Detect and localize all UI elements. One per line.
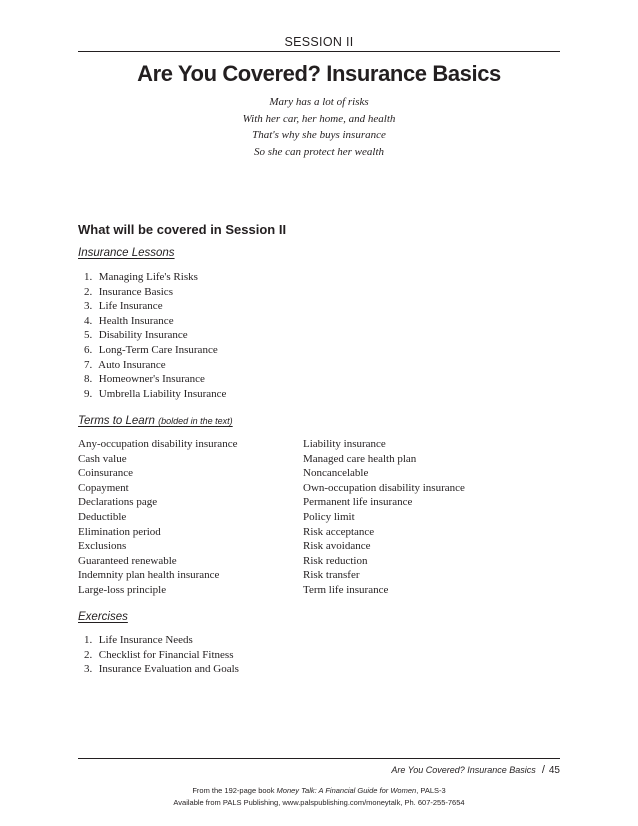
footer-rule — [78, 758, 560, 759]
term-item: Declarations page — [78, 496, 158, 509]
term-item: Risk acceptance — [303, 525, 375, 538]
term-item: Large-loss principle — [78, 583, 167, 596]
list-item-text: Life Insurance — [98, 300, 163, 313]
term-item: Risk avoidance — [303, 540, 371, 553]
poem-line: With her car, her home, and health — [242, 112, 396, 125]
list-item-text: Umbrella Liability Insurance — [98, 387, 227, 400]
section-heading: What will be covered in Session II — [78, 222, 287, 237]
credit-line-1 — [0, 785, 638, 797]
list-item-number: 9. — [84, 387, 93, 400]
list-item-number: 6. — [84, 343, 93, 356]
terms-heading-text — [78, 415, 233, 427]
poem — [0, 94, 638, 160]
term-item: Policy limit — [303, 510, 355, 523]
term-item: Exclusions — [78, 540, 127, 553]
term-item: Indemnity plan health insurance — [78, 569, 220, 582]
page-title: Are You Covered? Insurance Basics — [137, 61, 501, 86]
list-item — [84, 633, 239, 648]
poem-line: That's why she buys insurance — [252, 129, 386, 141]
term-item: Managed care health plan — [303, 452, 417, 465]
list-item-number: 2. — [84, 285, 93, 298]
terms-right-column — [303, 437, 465, 598]
term-item: Cash value — [78, 452, 127, 465]
list-item-number: 2. — [84, 648, 93, 661]
term-item: Liability insurance — [303, 438, 386, 450]
list-item-text: Insurance Evaluation and Goals — [98, 663, 239, 676]
exercises-list — [84, 633, 239, 677]
list-item — [84, 358, 226, 373]
list-item — [84, 314, 226, 329]
exercises-heading-text: Exercises — [78, 611, 128, 623]
exercises-heading — [78, 611, 128, 623]
list-item-text: Managing Life's Risks — [98, 271, 198, 283]
list-item-text: Checklist for Financial Fitness — [98, 648, 234, 661]
list-item-number: 1. — [84, 271, 93, 283]
list-item — [84, 299, 226, 314]
terms-left-column — [78, 437, 237, 598]
terms-heading-note: (bolded in the text) — [158, 416, 233, 426]
page-number: 45 — [548, 765, 560, 776]
term-item: Guaranteed renewable — [78, 554, 177, 567]
list-item-number: 7. — [84, 358, 93, 371]
terms-heading — [78, 415, 233, 427]
list-item-text: Homeowner's Insurance — [98, 373, 205, 386]
list-item — [84, 285, 226, 300]
list-item-number: 4. — [84, 314, 93, 327]
list-item-number: 8. — [84, 373, 93, 386]
header-rule — [78, 51, 560, 52]
footer-separator: / — [541, 764, 545, 776]
list-item — [84, 662, 239, 677]
list-item-text: Health Insurance — [98, 314, 174, 327]
list-item-number: 1. — [84, 634, 93, 646]
list-item-text: Auto Insurance — [98, 358, 166, 371]
insurance-lessons-heading-text: Insurance Lessons — [78, 247, 175, 259]
list-item-text: Disability Insurance — [98, 329, 188, 342]
poem-line: Mary has a lot of risks — [269, 96, 369, 108]
list-item — [84, 372, 226, 387]
poem-line: So she can protect her wealth — [253, 145, 385, 158]
list-item-number: 3. — [84, 300, 93, 313]
list-item — [84, 387, 226, 402]
list-item-text: Insurance Basics — [98, 285, 173, 298]
term-item: Elimination period — [78, 525, 161, 538]
term-item: Noncancelable — [303, 467, 369, 480]
list-item — [84, 328, 226, 343]
insurance-lessons-heading — [78, 247, 175, 259]
list-item-number: 5. — [84, 329, 93, 342]
term-item: Risk transfer — [303, 569, 360, 582]
term-item: Deductible — [78, 510, 127, 523]
session-label: SESSION II — [284, 35, 354, 49]
publication-credit — [0, 785, 638, 809]
credit-suffix: , PALS-3 — [416, 786, 446, 795]
running-title: Are You Covered? Insurance Basics — [391, 765, 536, 775]
credit-prefix: From the 192-page book — [192, 786, 277, 795]
credit-book-title: Money Talk: A Financial Guide for Women — [276, 786, 417, 795]
list-item — [84, 270, 226, 285]
terms-heading-label: Terms to Learn — [78, 415, 155, 427]
list-item-number: 3. — [84, 663, 93, 676]
term-item: Term life insurance — [303, 583, 389, 596]
list-item-text: Long-Term Care Insurance — [98, 343, 218, 356]
list-item — [84, 648, 239, 663]
credit-line-2: Available from PALS Publishing, www.palspublishing.com/moneytalk, Ph. 607-255-7654 — [173, 798, 465, 807]
list-item — [84, 343, 226, 358]
term-item: Copayment — [78, 481, 129, 494]
term-item: Own-occupation disability insurance — [303, 481, 465, 494]
term-item: Coinsurance — [78, 467, 133, 480]
insurance-lessons-list — [84, 270, 226, 401]
term-item: Risk reduction — [303, 554, 368, 567]
term-item: Permanent life insurance — [303, 496, 413, 509]
term-item: Any-occupation disability insurance — [78, 438, 238, 450]
running-footer — [391, 764, 560, 776]
list-item-text: Life Insurance Needs — [98, 634, 193, 646]
